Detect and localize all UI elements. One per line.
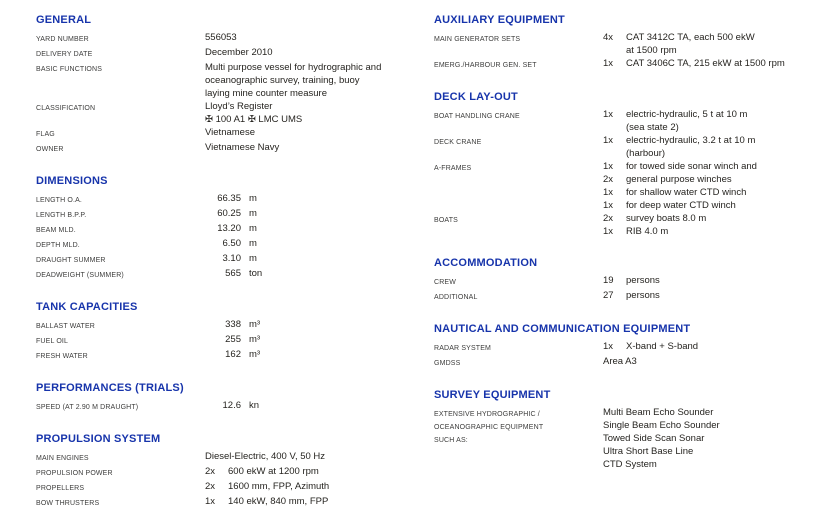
row-value [205, 222, 428, 235]
row-label [36, 100, 205, 115]
value-text: Area A3 [603, 356, 637, 367]
row-label-line: BEAM MLD. [36, 227, 76, 234]
section-title: GENERAL [36, 14, 92, 26]
row-label-line: BOW THRUSTERS [36, 500, 100, 507]
row-value-line [603, 355, 826, 368]
row-value [205, 348, 428, 361]
row-label-line: ADDITIONAL [434, 294, 478, 301]
row-value [603, 57, 826, 70]
value-unit: m³ [249, 349, 261, 360]
row-value-line [205, 46, 428, 59]
row-label-line: DECK CRANE [434, 139, 482, 146]
value-quantity: 1x [603, 161, 614, 172]
section-dimensions [36, 175, 428, 282]
value-text: Multi purpose vessel for hydrographic and [205, 62, 382, 73]
value-quantity: 1x [603, 341, 614, 352]
spec-row [434, 108, 826, 134]
row-value [603, 134, 826, 160]
row-label [434, 134, 603, 149]
section-title: PERFORMANCES (TRIALS) [36, 382, 184, 394]
row-label [36, 31, 205, 46]
row-label-line: DEADWEIGHT (SUMMER) [36, 272, 124, 279]
row-label [36, 318, 205, 333]
row-label [36, 480, 205, 495]
value-unit: m [249, 223, 257, 234]
row-label [434, 340, 603, 355]
value-text: survey boats 8.0 m [626, 213, 707, 224]
row-label [36, 465, 205, 480]
row-label-line: SPEED (AT 2.90 M DRAUGHT) [36, 404, 139, 411]
value-text: (harbour) [626, 148, 666, 159]
value-unit: m [249, 193, 257, 204]
value-text: (sea state 2) [626, 122, 679, 133]
row-value [205, 100, 428, 126]
row-value-line [205, 87, 428, 100]
row-value [205, 318, 428, 331]
row-value [603, 160, 826, 212]
spec-row [434, 212, 826, 238]
value-text: CTD System [603, 459, 657, 470]
value-text: 1600 mm, FPP, Azimuth [228, 481, 330, 492]
section-survey-equipment [434, 389, 826, 471]
row-label [36, 267, 205, 282]
row-value [603, 212, 826, 238]
row-value [205, 252, 428, 265]
row-label-line: FUEL OIL [36, 338, 69, 345]
value-text: Vietnamese Navy [205, 142, 280, 153]
value-text: persons [626, 275, 660, 286]
row-label-line: GMDSS [434, 360, 461, 367]
spec-row [36, 141, 428, 156]
value-unit: m [249, 238, 257, 249]
row-value-line [205, 222, 428, 235]
value-number: 13.20 [217, 223, 241, 234]
row-label [36, 222, 205, 237]
row-label [36, 450, 205, 465]
row-value [603, 355, 826, 368]
value-number: 338 [225, 319, 241, 330]
row-value [205, 192, 428, 205]
row-value-line [603, 225, 826, 238]
section-auxiliary-equipment [434, 14, 826, 72]
row-value [205, 399, 428, 412]
row-value [603, 31, 826, 57]
row-value-line [603, 445, 826, 458]
value-quantity: 27 [603, 290, 614, 301]
spec-row [36, 333, 428, 348]
row-value-line [603, 147, 826, 160]
value-unit: m [249, 208, 257, 219]
value-text: persons [626, 290, 660, 301]
value-text: December 2010 [205, 47, 273, 58]
row-value [205, 61, 428, 100]
row-label [36, 333, 205, 348]
value-text: Ultra Short Base Line [603, 446, 694, 457]
row-label [434, 160, 603, 175]
value-text: for deep water CTD winch [626, 200, 736, 211]
spec-row [36, 465, 428, 480]
spec-row [36, 237, 428, 252]
row-value-line [205, 267, 428, 280]
row-value-line [603, 406, 826, 419]
section-title: TANK CAPACITIES [36, 301, 138, 313]
row-label [36, 237, 205, 252]
value-text: at 1500 rpm [626, 45, 677, 56]
value-quantity: 2x [205, 481, 216, 492]
value-text: Vietnamese [205, 127, 255, 138]
spec-row [36, 31, 428, 46]
value-text: for shallow water CTD winch [626, 187, 747, 198]
row-value-line [603, 186, 826, 199]
value-number: 565 [225, 268, 241, 279]
row-value [205, 237, 428, 250]
spec-row [36, 222, 428, 237]
value-unit: ton [249, 268, 263, 279]
section-general [36, 14, 428, 156]
value-text: Single Beam Echo Sounder [603, 420, 720, 431]
spec-row [36, 318, 428, 333]
row-value-line [205, 495, 428, 508]
spec-row [36, 252, 428, 267]
row-value-line [205, 348, 428, 361]
row-label-line: YARD NUMBER [36, 36, 89, 43]
row-value [205, 207, 428, 220]
row-label-line: MAIN GENERATOR SETS [434, 36, 521, 43]
value-quantity: 1x [603, 109, 614, 120]
row-label [434, 274, 603, 289]
spec-row [434, 134, 826, 160]
value-text: electric-hydraulic, 5 t at 10 m [626, 109, 748, 120]
row-label [434, 108, 603, 123]
row-label-line: LENGTH O.A. [36, 197, 82, 204]
spec-row [36, 495, 428, 510]
row-value-line [603, 31, 826, 44]
row-label [36, 141, 205, 156]
value-text: CAT 3406C TA, 215 ekW at 1500 rpm [626, 58, 785, 69]
value-text: Towed Side Scan Sonar [603, 433, 705, 444]
row-value [205, 465, 428, 478]
row-value [205, 333, 428, 346]
row-label [36, 348, 205, 363]
row-label [36, 192, 205, 207]
row-value-line [603, 340, 826, 353]
row-value-line [603, 160, 826, 173]
row-value [205, 141, 428, 154]
row-value-line [603, 419, 826, 432]
row-label [434, 289, 603, 304]
section-title: ACCOMMODATION [434, 257, 538, 269]
row-value-line [205, 480, 428, 493]
value-quantity: 1x [603, 187, 614, 198]
spec-row [36, 100, 428, 126]
row-label-line: MAIN ENGINES [36, 455, 89, 462]
value-text: electric-hydraulic, 3.2 t at 10 m [626, 135, 756, 146]
section-title: PROPULSION SYSTEM [36, 433, 161, 445]
value-text: oceanographic survey, training, buoy [205, 75, 360, 86]
row-value-line [205, 450, 428, 463]
section-tank-capacities [36, 301, 428, 363]
row-value-line [205, 465, 428, 478]
row-value [603, 274, 826, 287]
value-text: for towed side sonar winch and [626, 161, 757, 172]
row-value-line [205, 113, 428, 126]
section-title: NAUTICAL AND COMMUNICATION EQUIPMENT [434, 323, 691, 335]
section-title: DECK LAY-OUT [434, 91, 518, 103]
section-deck-lay-out [434, 91, 826, 238]
value-text: Multi Beam Echo Sounder [603, 407, 714, 418]
spec-row [36, 399, 428, 414]
row-label-line: CREW [434, 279, 456, 286]
row-value-line [205, 100, 428, 113]
value-unit: m³ [249, 319, 261, 330]
value-number: 3.10 [222, 253, 241, 264]
row-label-line: EXTENSIVE HYDROGRAPHIC / [434, 411, 540, 418]
value-quantity: 1x [603, 135, 614, 146]
row-value-line [205, 126, 428, 139]
value-number: 60.25 [217, 208, 241, 219]
value-number: 6.50 [222, 238, 241, 249]
section-title: DIMENSIONS [36, 175, 108, 187]
row-label [36, 399, 205, 414]
value-quantity: 2x [603, 213, 614, 224]
row-value [205, 126, 428, 139]
row-label-line: DRAUGHT SUMMER [36, 257, 106, 264]
spec-row [434, 274, 826, 289]
row-value [603, 340, 826, 353]
section-propulsion-system [36, 433, 428, 510]
spec-row [434, 406, 826, 471]
row-value [205, 480, 428, 493]
spec-row [36, 61, 428, 100]
row-label [36, 61, 205, 76]
spec-row [36, 126, 428, 141]
row-value-line [603, 274, 826, 287]
row-value-line [205, 333, 428, 346]
row-label [434, 355, 603, 370]
value-text: X-band + S-band [626, 341, 699, 352]
row-value-line [603, 212, 826, 225]
row-value-line [205, 31, 428, 44]
value-number: 66.35 [217, 193, 241, 204]
row-value-line [205, 74, 428, 87]
spec-row [434, 160, 826, 212]
value-unit: m³ [249, 334, 261, 345]
row-value [603, 289, 826, 302]
row-value-line [205, 399, 428, 412]
value-text: CAT 3412C TA, each 500 ekW [626, 32, 755, 43]
value-quantity: 1x [603, 58, 614, 69]
row-value [603, 406, 826, 471]
row-value [205, 267, 428, 280]
value-text: 556053 [205, 32, 237, 43]
value-quantity: 19 [603, 275, 614, 286]
value-text: Lloyd’s Register [205, 101, 273, 112]
value-text: Diesel-Electric, 400 V, 50 Hz [205, 451, 326, 462]
row-value-line [603, 44, 826, 57]
row-label-line: BALLAST WATER [36, 323, 96, 330]
spec-row [36, 480, 428, 495]
row-value [205, 46, 428, 59]
value-text: ✠ 100 A1 ✠ LMC UMS [205, 114, 303, 125]
row-label-line: BASIC FUNCTIONS [36, 66, 103, 73]
value-unit: m [249, 253, 257, 264]
row-label [36, 495, 205, 510]
row-label-line: BOATS [434, 217, 458, 224]
row-label [36, 46, 205, 61]
row-label-line: LENGTH B.P.P. [36, 212, 87, 219]
row-value-line [205, 141, 428, 154]
row-label [434, 57, 603, 72]
row-value-line [205, 207, 428, 220]
row-label-line: OCEANOGRAPHIC EQUIPMENT [434, 424, 544, 431]
row-value-line [205, 237, 428, 250]
spec-column-right [434, 14, 826, 471]
section-title: AUXILIARY EQUIPMENT [434, 14, 565, 26]
row-label-line: A-FRAMES [434, 165, 472, 172]
row-value [205, 31, 428, 44]
spec-row [36, 46, 428, 61]
section-performances-trials [36, 382, 428, 414]
row-label-line: FRESH WATER [36, 353, 88, 360]
value-text: 140 ekW, 840 mm, FPP [228, 496, 329, 507]
value-quantity: 1x [205, 496, 216, 507]
row-label-line: FLAG [36, 131, 55, 138]
spec-row [36, 207, 428, 222]
value-text: laying mine counter measure [205, 88, 327, 99]
spec-row [36, 192, 428, 207]
row-value [603, 108, 826, 134]
row-value-line [603, 199, 826, 212]
row-value-line [205, 192, 428, 205]
row-label [36, 126, 205, 141]
spec-row [434, 355, 826, 370]
spec-column-left [36, 14, 428, 510]
value-quantity: 1x [603, 200, 614, 211]
row-label [434, 212, 603, 227]
row-label-line: PROPULSION POWER [36, 470, 113, 477]
value-text: RIB 4.0 m [626, 226, 669, 237]
row-label [36, 252, 205, 267]
row-label-line: EMERG./HARBOUR GEN. SET [434, 62, 537, 69]
row-value-line [603, 458, 826, 471]
row-value-line [603, 121, 826, 134]
value-number: 162 [225, 349, 241, 360]
value-quantity: 4x [603, 32, 614, 43]
spec-row [434, 289, 826, 304]
value-text: general purpose winches [626, 174, 732, 185]
section-accommodation [434, 257, 826, 304]
spec-row [434, 340, 826, 355]
value-quantity: 1x [603, 226, 614, 237]
value-quantity: 2x [205, 466, 216, 477]
row-label-line: PROPELLERS [36, 485, 85, 492]
row-label-line: BOAT HANDLING CRANE [434, 113, 520, 120]
row-label-line: RADAR SYSTEM [434, 345, 492, 352]
row-label-line: CLASSIFICATION [36, 105, 96, 112]
row-value-line [603, 432, 826, 445]
row-label [434, 406, 603, 447]
section-nautical-and-communication-equipment [434, 323, 826, 370]
value-number: 12.6 [222, 400, 241, 411]
row-label-line: DEPTH MLD. [36, 242, 80, 249]
spec-row [36, 267, 428, 282]
spec-row [434, 57, 826, 72]
row-value-line [603, 108, 826, 121]
row-value [205, 450, 428, 463]
row-label-line: OWNER [36, 146, 64, 153]
value-number: 255 [225, 334, 241, 345]
row-value-line [205, 318, 428, 331]
value-unit: kn [249, 400, 260, 411]
row-value-line [205, 61, 428, 74]
row-label [36, 207, 205, 222]
spec-row [434, 31, 826, 57]
spec-row [36, 450, 428, 465]
row-label [434, 31, 603, 46]
value-text: 600 ekW at 1200 rpm [228, 466, 319, 477]
row-value-line [603, 57, 826, 70]
value-quantity: 2x [603, 174, 614, 185]
row-value-line [603, 134, 826, 147]
row-value-line [603, 289, 826, 302]
row-value-line [205, 252, 428, 265]
row-value [205, 495, 428, 508]
section-title: SURVEY EQUIPMENT [434, 389, 551, 401]
row-label-line: DELIVERY DATE [36, 51, 93, 58]
spec-row [36, 348, 428, 363]
row-label-line: SUCH AS: [434, 437, 468, 444]
row-value-line [603, 173, 826, 186]
